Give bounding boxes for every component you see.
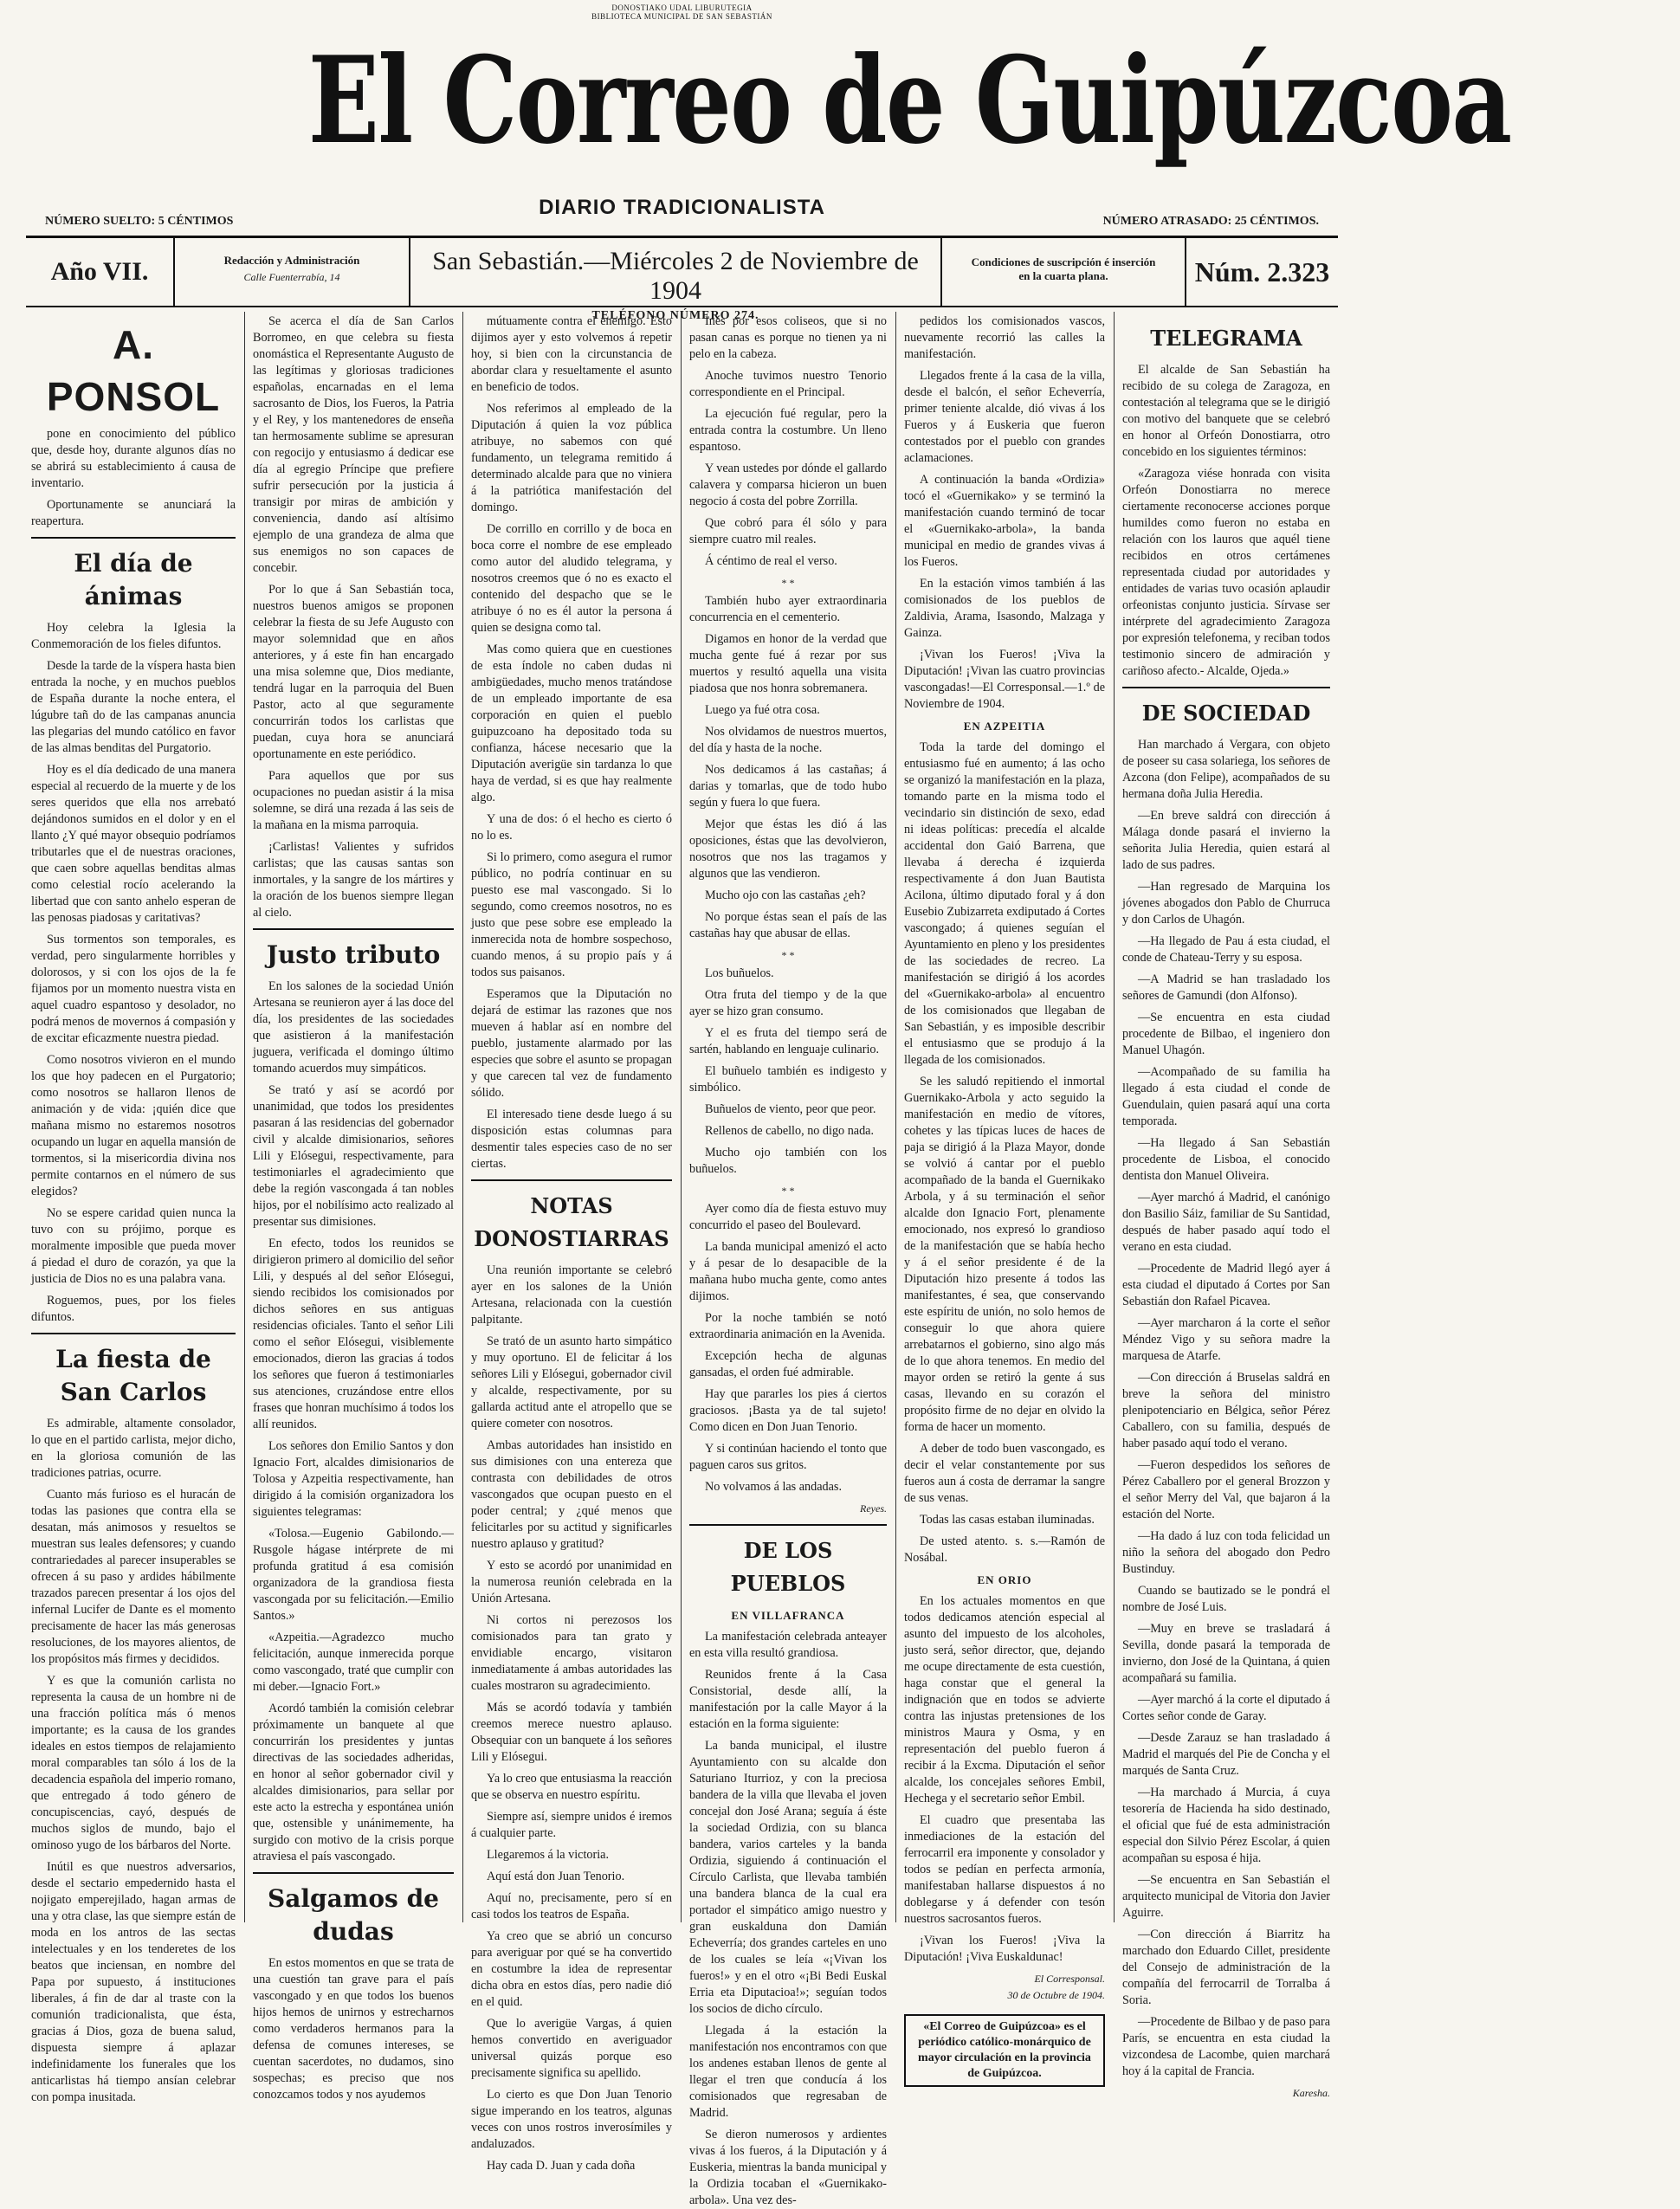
column-5	[904, 313, 1105, 2080]
promo-box: «El Correo de Guipúzcoa» es el periódico católico-monárquico de mayor circulación en la provincia de Guipúzcoa.	[904, 2014, 1105, 2087]
paragraph: No se espere caridad quien nunca la tuvo con su prójimo, porque es moralmente imposible que pueda mover á piedad el duro de corazón, ya que la justicia de Dios no es una palabra vana.	[31, 1206, 236, 1286]
paragraph: ¡Vivan los Fueros! ¡Viva la Diputación! ¡Viva Euskaldunac!	[904, 1934, 1105, 1964]
column-2	[253, 313, 455, 2102]
separator-stars: * *	[781, 1185, 795, 1197]
paragraph: Hoy celebra la Iglesia la Conmemoración de los fieles difuntos.	[31, 621, 236, 651]
paragraph: Y si continúan haciendo el tonto que paguen caros sus gritos.	[689, 1442, 887, 1472]
paragraph: Llegaremos á la victoria.	[487, 1848, 610, 1862]
paragraph: Mucho ojo también con los buñuelos.	[689, 1146, 887, 1176]
column-divider	[244, 312, 245, 1922]
paragraph: Y vean ustedes por dónde el gallardo calavera y comparsa hicieron un buen negocio á costa del pobre Zorrilla.	[689, 462, 887, 508]
paragraph: Otra fruta del tiempo y de la que ayer se hizo gran consumo.	[689, 988, 887, 1018]
paragraph: pedidos los comisionados vascos, nuevamente recorrió las calles la manifestación.	[904, 314, 1105, 361]
paragraph: El buñuelo también es indigesto y simbólico.	[689, 1064, 887, 1095]
paragraph: Excepción hecha de algunas gansadas, el orden fué admirable.	[689, 1349, 887, 1379]
paragraph: Esperamos que la Diputación no dejará de estimar las razones que nos mueven á hablar así en nombre del pueblo, justamente alarmado por las especies que sobre el asunto se propagan y que carecen tal vez de fundamento sólido.	[471, 987, 672, 1100]
paragraph: Llegados frente á la casa de la villa, desde el balcón, el señor Echeverría, primer teniente alcalde, dió vivas á los Fueros y á Euskeria que fueron contestados por el pueblo con grandes aclamaciones.	[904, 369, 1105, 465]
paragraph: Toda la tarde del domingo el entusiasmo fué en aumento; á las ocho se organizó la manifestación en la plaza, tomando parte en la misma todo el vecindario sin distinción de sexo, edad ni ideas políticas: precedía el alcalde accidental don Gaió Barrena, que llevaba á derecha é izquierda respectivamente á don Juan Bautista Acilona, último diputado foral y á don Eusebio Zubizarreta exdiputado á Cortes vascongado; á quienes seguían el Ayuntamiento en pleno y los presidentes de las sociedades de recreo. La manifestación se dirigió á los acordes del «Guernikako-arbola» al encuentro de los comisionados que llegaban de San Sebastián, y es imposible describir el entusiasmo que se produjo á la llegada de los comisionados.	[904, 740, 1105, 1067]
paragraph: Desde la tarde de la víspera hasta bien entrada la noche, y en muchos pueblos de España durante la noche entera, el lúgubre tañ do de las campanas anuncia las plegarias del mundo católico en favor de las almas benditas del Purgatorio.	[31, 659, 236, 755]
paragraph: Hoy es el día dedicado de una manera especial al recuerdo de la muerte y de los seres queridos que ella nos arrebató dejándonos sumidos en el dolor y en el llanto ¿Y qué mayor obsequio podríamos tributarles que el de nuestras oraciones, que caen sobre aquellas benditas almas como celestial rocío acelerando la libertad que con santo anhelo esperan de las penosas piadosas y caritativas?	[31, 763, 236, 925]
signature: El Corresponsal.	[1034, 1973, 1105, 1985]
paragraph: Ambas autoridades han insistido en sus dimisiones con una entereza que contrasta con debilidades de otros vascongados que ocupan puesto en el poder central; y ¿qué menos que felicitarles por su actitud y significarles nuestro aplauso y gratitud?	[471, 1438, 672, 1551]
paragraph: También hubo ayer extraordinaria concurrencia en el cementerio.	[689, 594, 887, 624]
paragraph: Luego ya fué otra cosa.	[705, 703, 820, 717]
masthead-subtitle: DIARIO TRADICIONALISTA	[539, 196, 825, 219]
paragraph: Se les saludó repitiendo el inmortal Guernikako-Arbola y acto seguido la manifestación en medio de vítores, cohetes y las típicas luces de haces de paja se dirigió á la Plaza Mayor, donde se volvió á cantar por el pueblo acompañado de la banda el Guernikako Arbola, y á su terminación el señor alcalde don Ignacio Fort, plenamente emocionado, nos expresó lo grandioso de la manifestación que se había hecho y á el señor presidente é de la Diputación hizo presente á todos las manifestantes, é sea, que conservando este espíritu de unión, no solo hemos de conseguir lo que ahora quiere arrebatarnos el gobierno, sino algo más de lo que ahora tenemos. En medio del mayor orden se retiró la gente á sus casas, llevando en su corazón el propósito firme de no dejar en olvido la forma de hacer un momento.	[904, 1075, 1105, 1434]
paragraph: Mucho ojo con las castañas ¿eh?	[705, 888, 866, 902]
paragraph: Como nosotros vivieron en el mundo los que hoy padecen en el Purgatorio; como nosotros se hallaron llenos de animación y de vida: ¡quién dice que mañana mismo no estaremos nosotros ocupando un lugar en aquella mansión de tormentos, si la misericordia divina nos permite contarnos en el número de sus elegidos?	[31, 1053, 236, 1198]
section-rule	[31, 1333, 236, 1334]
paragraph: Anoche tuvimos nuestro Tenorio correspondiente en el Principal.	[689, 369, 887, 399]
paragraph: De corrillo en corrillo y de boca en boca corre el nombre de ese empleado como autor del aludido telegrama, y nosotros creemos que ó no es exacto el contenido del despacho que se le atribuye ó no es él autor la persona á quien se designa como tal.	[471, 522, 672, 635]
administration-title: Redacción y Administración	[223, 254, 360, 267]
conditions-line1: Condiciones de suscripción é inserción	[971, 255, 1156, 268]
paragraph: Buñuelos de viento, peor que peor.	[705, 1102, 876, 1116]
paragraph: Y es que la comunión carlista no representa la causa de un hombre ni de una fracción política más ó menos importante; es la causa de los grandes ideales en estos tiempos de relajamiento moral comparables tan sólo á los de la decadencia española del imperio romano, que entregado á todo género de concupiscencias, cayó, después de muchos siglos de mundo, bajo el ominoso yugo de los bárbaros del Norte.	[31, 1674, 236, 1852]
paragraph: Una reunión importante se celebró ayer en los salones de la Unión Artesana, relacionada con la cuestión palpitante.	[471, 1263, 672, 1327]
paragraph: En la estación vimos también á las comisionados de los pueblos de Zaldivia, Arama, Isasondo, Malzaga y Gainza.	[904, 577, 1105, 640]
paragraph: Por la noche también se notó extraordinaria animación en la Avenida.	[689, 1311, 887, 1341]
paragraph: «Zaragoza viése honrada con visita Orfeón Donostiarra no merece ciertamente reconocerse acciones porque humildes como fueron no estaba en relación con los lauros que aquél tiene recibidos en otros certámenes representada ciudad por autoridades y entidades de varias tuvo ocasión aplaudir orfeonistas conjunto justicia. Sírvase ser intérprete del agradecimiento Zaragoza por expresión telefonema, y reciban todos testimonio sincero de admiración y cariñoso afecto.- Alcalde, Ojeda.»	[1122, 467, 1330, 678]
paragraph: —Con dirección á Biarritz ha marchado don Eduardo Cillet, presidente del Consejo de administración de la compañía del ferrocarril de Torralba á Soria.	[1122, 1928, 1330, 2007]
paragraph: La banda municipal amenizó el acto y á pesar de lo desapacible de la mañana hubo mucha gente, como antes dijimos.	[689, 1240, 887, 1303]
paragraph: Siempre así, siempre unidos é iremos á cualquier parte.	[471, 1810, 672, 1840]
paragraph: —Acompañado de su familia ha llegado á esta ciudad el conde de Guendulain, quien pasará aquí una corta temporada.	[1122, 1065, 1330, 1128]
paragraph: —En breve saldrá con dirección á Málaga donde pasará el invierno la señorita Julia Heredia, quien estará al lado de sus padres.	[1122, 809, 1330, 872]
paragraph: Todas las casas estaban iluminadas.	[920, 1513, 1095, 1527]
paragraph: —Han regresado de Marquina los jóvenes abogados don Pablo de Churruca y don Carlos de Uhagón.	[1122, 880, 1330, 927]
signature: Karesha.	[1292, 2087, 1330, 2099]
paragraph: «Azpeitia.—Agradezco mucho felicitación, aunque inmerecida porque como vascongado, traté que cumplir con mi deber.—Ignacio Fort.»	[253, 1631, 454, 1694]
issue-date: San Sebastián.—Miércoles 2 de Noviembre de 1904	[432, 247, 919, 305]
paragraph: Hay cada D. Juan y cada doña	[487, 2159, 636, 2173]
paragraph: Cuando se bautizado se le pondrá el nombre de José Luis.	[1122, 1584, 1330, 1614]
separator-stars: * *	[781, 577, 795, 589]
column-4	[689, 313, 887, 2207]
sub-heading: EN VILLAFRANCA	[731, 1609, 845, 1622]
section-rule	[31, 537, 236, 539]
paragraph: Roguemos, pues, por los fieles difuntos.	[31, 1294, 236, 1324]
paragraph: —Con dirección á Bruselas saldrá en breve la señora del ministro plenipotenciario en Bélgica, señor Pérez Caballero, con su familia, después de haber pasado aquí todo el verano.	[1122, 1371, 1330, 1450]
paragraph: El cuadro que presentaba las inmediaciones de la estación del ferrocarril era imponente y consolador y todos se pedían en perfecta armonía, manifestaban hallarse dispuestos á no doblegarse y á defender con tesón nuestros sacrosantos fueros.	[904, 1813, 1105, 1926]
paragraph: —Procedente de Madrid llegó ayer á esta ciudad el diputado á Cortes por San Sebastián don Rafael Picavea.	[1122, 1262, 1330, 1308]
column-1	[31, 313, 236, 2104]
section-rule	[253, 1872, 454, 1874]
paragraph: Nos olvidamos de nuestros muertos, del día y hasta de la noche.	[689, 725, 887, 755]
phone-number: TELÉFONO NÚMERO 274.	[591, 309, 759, 322]
paragraph: —Ayer marcharon á la corte el señor Méndez Vigo y su señora madre la marquesa de Atarfe.	[1122, 1316, 1330, 1363]
article-heading: La fiesta de San Carlos	[55, 1345, 211, 1406]
column-6	[1122, 313, 1330, 2099]
paragraph: ¡Carlistas! Valientes y sufridos carlistas; que las causas santas son inmortales, y la sangre de los mártires y la oración de los buenos siempre llegan al cielo.	[253, 840, 454, 920]
paragraph: El alcalde de San Sebastián ha recibido de su colega de Zaragoza, en contestación al telegrama que se le dirigió con motivo del banquete que se celebró en honor al Orfeón Donostiarra, otro concebido en los siguientes términos:	[1122, 363, 1330, 459]
paragraph: —Procedente de Bilbao y de paso para París, se encuentra en esta ciudad la vizcondesa de Lacombe, quien marchará hoy á la capital de Francia.	[1122, 2015, 1330, 2078]
section-rule	[253, 928, 454, 930]
section-rule	[471, 1179, 672, 1181]
section-heading: NOTAS DONOSTIARRAS	[474, 1193, 669, 1251]
paragraph: En los actuales momentos en que todos dedicamos atención especial al asunto del impuesto de los alcoholes, justo será, señor director, que, dejando me ocupe directamente de esta cuestión, haga constar que el general la indignación que en todos se advierte contra las injustas pretensiones de los ministros Maura y Osma, y en representación del pueblo fueron á recibir á la Excma. Diputación el señor alcalde, los concejales señores Embil, Hechega y el secretario señor Embil.	[904, 1594, 1105, 1805]
paragraph: —Ha marchado á Murcia, á cuya tesorería de Hacienda ha sido destinado, el oficial que fué de esta administración especial don Silvio Pérez Escolar, á quien acompañan su esposa é hija.	[1122, 1786, 1330, 1865]
paragraph: —Ha llegado á San Sebastián procedente de Lisboa, el conocido dentista don Manuel Oliveira.	[1122, 1136, 1330, 1183]
paragraph: La ejecución fué regular, pero la entrada contra la costumbre. Un lleno espantoso.	[689, 407, 887, 454]
column-divider	[462, 312, 463, 1922]
paragraph: La banda municipal, el ilustre Ayuntamiento con su alcalde don Saturiano Iturrioz, y con la preciosa bandera de la villa que llevaba el joven concejal don José Arana; seguía á éste la sociedad Ordizia, con su blanca bandera, varios carteles y la banda Ordizia, siguiendo á continuación el Círculo Carlista, que llevaba también una bandera blanca de la cual era portador el simpático amigo nuestro y gran euskalduna don Damián Echeverría; dos grandes carteles en uno de los cuales se leía «¡Vivan los fueros!» y en el otro «¡Bi Bedi Euskal Erria eta Diputacioa!»; seguían todos los socios de dicho círculo.	[689, 1739, 887, 2016]
paragraph: Es admirable, altamente consolador, lo que en el partido carlista, mejor dicho, en la gloriosa comunión de las tradiciones patrias, ocurre.	[31, 1417, 236, 1480]
back-issue-price: NÚMERO ATRASADO: 25 CÉNTIMOS.	[1102, 215, 1319, 228]
paragraph: Inés por esos coliseos, que si no pasan canas es porque no tienen ya ni pelo en la cabeza.	[689, 314, 887, 361]
column-divider	[681, 312, 682, 1922]
library-stamp-line1: DONOSTIAKO UDAL LIBURUTEGIA	[611, 3, 753, 12]
issue-info-bar	[26, 236, 1338, 322]
paragraph: Sus tormentos son temporales, es verdad, pero singularmente horribles y dolorosos, y si con los ojos de la fe fijamos por un momento nuestra vista en aquel cuadro espantoso y desolador, no podrá menos de movernos á compasión y de excitar eficazmente nuestra piedad.	[31, 933, 236, 1045]
paragraph: Reunidos frente á la Casa Consistorial, desde allí, la manifestación por la calle Mayor á la estación en la forma siguiente:	[689, 1668, 887, 1731]
sub-heading: EN ORIO	[977, 1573, 1032, 1586]
paragraph: A continuación la banda «Ordizia» tocó el «Guernikako» y se terminó la manifestación cuando terminó de tocar el «Guernikako-arbola», la banda municipal en medio de grandes vivas á los Fueros.	[904, 473, 1105, 569]
ad-title: A. PONSOL	[46, 322, 221, 419]
paragraph: Cuanto más furioso es el huracán de todas las pasiones que contra ella se desatan, más animosos y resueltos se muestran sus leales defensores; y cuando contrariedades al parecer insuperables se ofrecen á su paso y ardides hábilmente trazados parecen presentar á los ojos del infernal Lucifer de Dante es el momento precisamente de hacer las más generosas resoluciones, de los mayores alientos, de los propósitos más firmes y decididos.	[31, 1488, 236, 1666]
paragraph: Si lo primero, como asegura el rumor público, no podría continuar en su puesto ese mal vascongado. Si lo segundo, como creemos nosotros, no es justo que pese sobre ese empleado la inmerecida nota de hombre sospechoso, cuando menos, á su propio país y á todos sus paisanos.	[471, 850, 672, 979]
signature: Reyes.	[860, 1502, 887, 1515]
paragraph: Ni cortos ni perezosos los comisionados para tan grato y envidiable encargo, visitaron inmediatamente á ambas autoridades las cuales mostraron su agradecimiento.	[471, 1613, 672, 1693]
paragraph: Se dieron numerosos y ardientes vivas á los fueros, á la Diputación y á Euskeria, mientras la banda municipal y la Ordizia tocaban el «Guernikako-arbola». Una vez des-	[689, 2128, 887, 2207]
paragraph: Aquí no, precisamente, pero sí en casi todos los teatros de España.	[471, 1891, 672, 1922]
paragraph: Nos dedicamos á las castañas; á darias y tomarlas, que de todo hubo según y fuera lo que fuera.	[689, 763, 887, 810]
section-heading: DE LOS PUEBLOS	[730, 1538, 846, 1596]
paragraph: Mas como quiera que en cuestiones de esta índole no caben dudas ni ambigüedades, mucho menos tratándose de un empleado importante de esa corporación en quien el pueblo guipuzcoano ha depositado toda su confianza, hácese necesario que la Diputación averigüe sin tardanza lo que haya de verdad, si es que hay realmente algo.	[471, 643, 672, 804]
paragraph: —Se encuentra en San Sebastián el arquitecto municipal de Vitoria don Javier Aguirre.	[1122, 1873, 1330, 1920]
paragraph: El interesado tiene desde luego á su disposición estas columnas para desmentir tales especies caso de no ser ciertas.	[471, 1108, 672, 1171]
paragraph: —Ayer marchó á la corte el diputado á Cortes señor conde de Garay.	[1122, 1693, 1330, 1723]
paragraph: Que cobró para él sólo y para siempre cuatro mil reales.	[689, 516, 887, 546]
section-heading: DE SOCIEDAD	[1141, 701, 1311, 726]
paragraph: Por lo que á San Sebastián toca, nuestros buenos amigos se proponen celebrar la fiesta de su Jefe Augusto con mayor solemnidad que en años anteriores, y á este fin han encargado una misa solemne que, Dios mediante, tendrá lugar en la parroquia del Buen Pastor, acto al que seguramente concurrirán todos los carlistas que puedan, cuya hora se anunciará oportunamente en este periódico.	[253, 583, 454, 761]
paragraph: Lo cierto es que Don Juan Tenorio sigue imperando en los teatros, algunas veces con unos rostros inverosímiles y andaluzados.	[471, 2088, 672, 2151]
paragraph: Digamos en honor de la verdad que mucha gente fué á rezar por sus muertos y resultó aquella una visita piadosa que nos honra sobremanera.	[689, 632, 887, 695]
paragraph: —Muy en breve se trasladará á Sevilla, donde pasará la temporada de invierno, don José de la Quintana, á quien acompañará su familia.	[1122, 1622, 1330, 1685]
administration-block	[175, 238, 410, 306]
paragraph: —Ayer marchó á Madrid, el canónigo don Basilio Sáiz, familiar de Su Santidad, después de haber pasado aquí todo el verano en esta ciudad.	[1122, 1191, 1330, 1254]
paragraph: Y el es fruta del tiempo será de sartén, hablando en lenguaje culinario.	[689, 1026, 887, 1056]
paragraph: Se trató y así se acordó por unanimidad, que todos los presidentes pasaran á las residencias del gobernador civil y alcalde dimisionarios, señores Lili y Elósegui, respectivamente, para testimoniarles el agradecimiento que debe la región vascongada á tan nobles hijos, por el nobilísimo acto realizado al presentar sus dimisiones.	[253, 1083, 454, 1229]
paragraph: Ya lo creo que entusiasma la reacción que se observa en nuestro espíritu.	[471, 1772, 672, 1802]
paragraph: La manifestación celebrada anteayer en esta villa resultó grandiosa.	[689, 1630, 887, 1660]
paragraph: No porque éstas sean el país de las castañas hay que abusar de ellas.	[689, 910, 887, 940]
paragraph: Ya creo que se abrió un concurso para averiguar por qué se ha convertido en costumbre la idea de representar dicha obra en estos días, pero nadie dió en el quid.	[471, 1929, 672, 2009]
paragraph: Rellenos de cabello, no digo nada.	[705, 1124, 875, 1138]
issue-number: Núm. 2.323	[1194, 256, 1330, 287]
column-divider	[1114, 312, 1115, 1922]
column-divider	[895, 312, 896, 1922]
paragraph: Se trató de un asunto harto simpático y muy oportuno. El de felicitar á los señores Lili y Elósegui, gobernador civil y alcalde, respectivamente, por su gallarda actitud ante el atropello que se quiere cometer con nosotros.	[471, 1334, 672, 1431]
administration-address: Calle Fuenterrabía, 14	[243, 271, 340, 283]
paragraph: Llegada á la estación la manifestación nos encontramos con que los andenes estaban llenos de gente al llegar el tren que conducía á los comisionados que regresaban de Madrid.	[689, 2024, 887, 2120]
paragraph: Acordó también la comisión celebrar próximamente un banquete al que concurrirán los presidentes y juntas directivas de las sociedades adheridas, en honor al señor gobernador civil y alcaldes dimisionarios, para sellar por este acto la estrecha y espontánea unión que, ostensible y unánimemente, ha surgido con motivo de la crisis porque atraviesa el país vascongado.	[253, 1702, 454, 1863]
conditions-line2: en la cuarta plana.	[1018, 269, 1108, 282]
paragraph: Nos referimos al empleado de la Diputación á quien la voz pública atribuye, no sabemos con qué fundamento, un telegrama remitido á determinado alcalde para que no viniera á la patriótica manifestación del domingo.	[471, 402, 672, 514]
single-issue-price: NÚMERO SUELTO: 5 CÉNTIMOS	[45, 215, 234, 228]
paragraph: —Desde Zarauz se han trasladado á Madrid el marqués del Pie de Concha y el marqués de Santa Cruz.	[1122, 1731, 1330, 1778]
masthead-title	[139, 14, 1511, 187]
ad-text: pone en conocimiento del público que, desde hoy, durante algunos días no se abrirá su establecimiento á causa de inventario.	[31, 427, 236, 490]
paragraph: ¡Vivan los Fueros! ¡Viva la Diputación! ¡Vivan las cuatro provincias vascongadas!—El Corresponsal.—1.º de Noviembre de 1904.	[904, 648, 1105, 711]
section-rule	[689, 1524, 887, 1526]
paragraph: Para aquellos que por sus ocupaciones no puedan asistir á la misa solemne, se dirá una rezada á las seis de la mañana en la misma parroquia.	[253, 769, 454, 832]
paragraph: De usted atento. s. s.—Ramón de Nosábal.	[904, 1534, 1105, 1565]
paragraph: Inútil es que nuestros adversarios, desde el sectario empedernido hasta el nojigato emperejilado, hagan armas de una y otra clase, las que siempre están de moda en los antros de las sectas intelectuales y en los tenderetes de los beatos que inciensan, en nombre del Papa por supuesto, á instituciones liberales, á fin de dar al traste con la comunión tradicionalista, que ésta, gracias á Dios, goza de buena salud, dispuesta siempre á aplazar indefinidamente los funerales que los anticarlistas há tiempo ansían celebrar con pompa inusitada.	[31, 1860, 236, 2104]
column-3	[471, 313, 672, 2173]
paragraph: Aquí está don Juan Tenorio.	[487, 1870, 625, 1883]
paragraph: Ayer como día de fiesta estuvo muy concurrido el paseo del Boulevard.	[689, 1202, 887, 1232]
ad-text-2: Oportunamente se anunciará la reapertura.	[31, 498, 236, 528]
paragraph: —Se encuentra en esta ciudad procedente de Bilbao, el ingeniero don Manuel Uhagón.	[1122, 1011, 1330, 1057]
paragraph: Se acerca el día de San Carlos Borromeo, en que celebra su fiesta onomástica el Representante Augusto de las legítimas y gloriosas tradiciones españolas, encarnadas en el lema sacrosanto de Dios, los Fueros, la Patria y el Rey, y los mantenedores de enseña tan hermosamente sublime se apresuran con regocijo y entusiasmo á dedicar ese día al egregio Príncipe que prefiere sufrir persecución por la justicia á transigir por miras de ambición y conveniencia, dando así altísimo ejemplo de una grandeza de alma que sus enemigos no son capaces de concebir.	[253, 314, 454, 575]
paragraph: —Ha dado á luz con toda felicidad un niño la señora del abogado don Pedro Bustinduy.	[1122, 1529, 1330, 1576]
paragraph: Y una de dos: ó el hecho es cierto ó no lo es.	[471, 812, 672, 843]
section-heading: TELEGRAMA	[1150, 326, 1302, 351]
article-heading: Justo tributo	[266, 940, 441, 969]
paragraph: —Fueron despedidos los señores de Pérez Caballero por el general Brozzon y el señor Merry del Val, que bajaron á la estación del Norte.	[1122, 1458, 1330, 1521]
section-rule	[1122, 687, 1330, 688]
paragraph: Mejor que éstas les dió á las oposiciones, éstas que las devolvieron, nosotros que nos las tragamos y algunos que las vendieron.	[689, 817, 887, 881]
paragraph: Y esto se acordó por unanimidad en la numerosa reunión celebrada en la Unión Artesana.	[471, 1559, 672, 1605]
paragraph: Más se acordó todavía y también creemos merece nuestro aplauso. Obsequiar con un banquete á los señores Lili y Elósegui.	[471, 1701, 672, 1764]
article-heading: Salgamos de dudas	[268, 1884, 439, 1946]
separator-stars: * *	[781, 949, 795, 961]
paragraph: «Tolosa.—Eugenio Gabilondo.—Rusgole hágase intérprete de mi profunda gratitud á esa comisión organizadora de la grandiosa fiesta vascongada por su felicitación.—Emilio Santos.»	[253, 1527, 454, 1623]
issue-date-block	[410, 238, 942, 322]
paragraph: Que lo averigüe Vargas, á quien hemos convertido en averiguador universal quizás porque eso precisamente significa su apellido.	[471, 2017, 672, 2080]
library-stamp-line2: BIBLIOTECA MUNICIPAL DE SAN SEBASTIÁN	[591, 12, 772, 21]
paragraph: No volvamos á las andadas.	[705, 1480, 842, 1494]
masthead-title-text: El Correo de Guipúzcoa	[307, 29, 1511, 171]
sub-heading: EN AZPEITIA	[963, 720, 1046, 733]
paragraph: Los señores don Emilio Santos y don Ignacio Fort, alcaldes dimisionarios de Tolosa y Azpeitia respectivamente, han dirigido á la comisión organizadora los siguientes telegramas:	[253, 1439, 454, 1519]
subscription-conditions	[942, 238, 1186, 306]
paragraph: En los salones de la sociedad Unión Artesana se reunieron ayer á las doce del día, los presidentes de las sociedades que asistieron á la manifestación juguera, verificada el domingo último tomando acuerdos muy simpáticos.	[253, 979, 455, 1075]
paragraph: Han marchado á Vergara, con objeto de poseer su casa solariega, los señores de Azcona (don Felipe), acompañados de su hermana doña Julia Heredia.	[1122, 738, 1330, 801]
paragraph: A deber de todo buen vascongado, es decir el velar constantemente por sus fueros aun á costa de derramar la sangre de sus venas.	[904, 1442, 1105, 1505]
article-heading: El día de ánimas	[74, 549, 193, 610]
paragraph: —A Madrid se han trasladado los señores de Gamundi (don Alfonso).	[1122, 972, 1330, 1003]
paragraph: En estos momentos en que se trata de una cuestión tan grave para el país vascongado y en que todos los buenos hijos hemos de unirnos y estrecharnos como verdaderos hermanos para la defensa de comunes intereses, se cuentan sacerdotes, no dudamos, sino sospechas; es preciso que nos conozcamos todos y nos ayudemos	[253, 1956, 454, 2102]
issue-year: Año VII.	[26, 238, 175, 306]
paragraph: Á céntimo de real el verso.	[705, 554, 837, 568]
paragraph: mútuamente contra el enemigo. Esto dijimos ayer y esto volvemos á repetir hoy, si bien con la circunstancia de abordar clara y resueltamente el asunto en beneficio de todos.	[471, 314, 672, 394]
signature-date: 30 de Octubre de 1904.	[1007, 1989, 1105, 2001]
paragraph: Los buñuelos.	[705, 966, 774, 980]
paragraph: En efecto, todos los reunidos se dirigieron primero al domicilio del señor Lili, y después al del señor Elósegui, siendo recibidos los comisionados por dichos señores en sus antiguas residencias oficiales. Tanto el señor Lili como el señor Elósegui, visiblemente emocionados, dieron las gracias á todos los señores que fueron á testimoniarles sus atenciones, cruzándose entre ellos frases que honran muchísimo á todos los allí reunidos.	[253, 1237, 454, 1431]
paragraph: —Ha llegado de Pau á esta ciudad, el conde de Chateau-Terry y su esposa.	[1122, 934, 1330, 965]
paragraph: Hay que pararles los pies á ciertos graciosos. ¡Basta ya de tal sujeto! Como dicen en Don Juan Tenorio.	[689, 1387, 887, 1434]
